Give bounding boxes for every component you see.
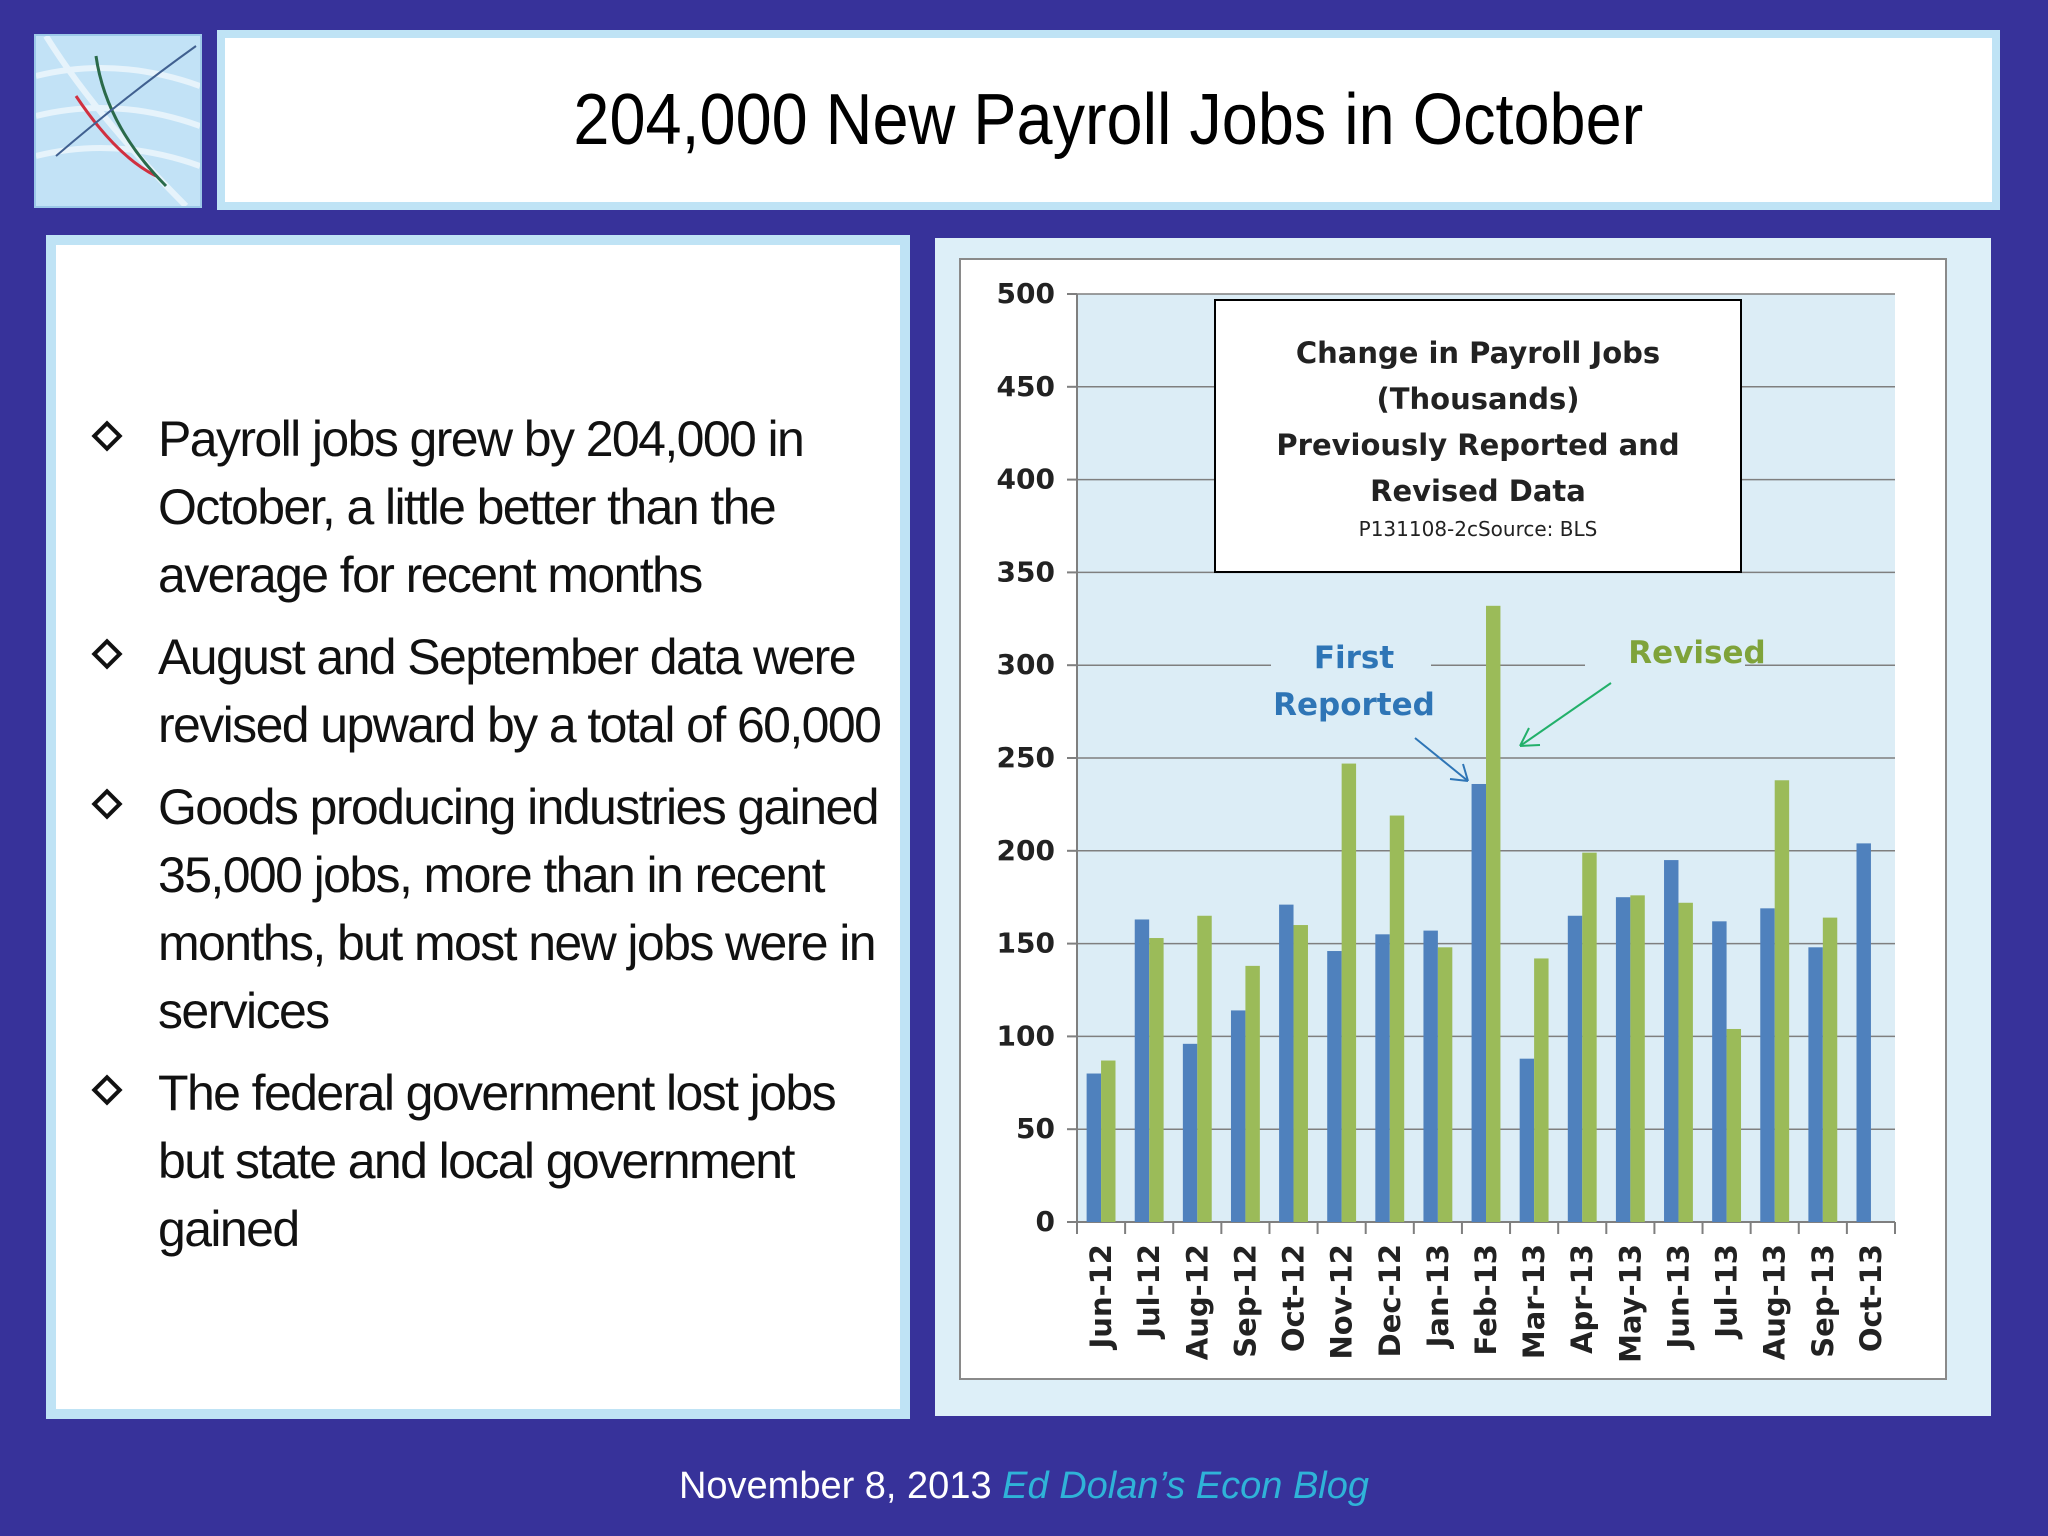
bullet-item [56,773,900,1045]
diamond-bullet-icon [91,420,122,451]
x-tick-label: Aug-13 [1757,1244,1792,1361]
bar-revised [1438,947,1452,1222]
bar-first-reported [1472,784,1486,1222]
bar-first-reported [1616,897,1630,1222]
bar-first-reported [1183,1044,1197,1222]
bar-revised [1149,938,1163,1222]
bar-revised [1197,916,1211,1222]
bar-revised [1101,1061,1115,1222]
x-tick-label: Dec-12 [1372,1244,1407,1358]
x-tick-label: Nov-12 [1324,1244,1359,1360]
bar-first-reported [1568,916,1582,1222]
x-tick-label: Jun-12 [1084,1244,1119,1349]
bar-revised [1823,918,1837,1222]
y-tick-label: 0 [1035,1205,1055,1238]
bullet-text: August and September data were revised upward by a total of 60,000 [158,629,881,753]
x-tick-label: Jul-12 [1132,1244,1167,1338]
bar-first-reported [1712,921,1726,1222]
x-tick-label: Apr-13 [1565,1244,1600,1354]
bar-first-reported [1760,908,1774,1222]
bar-revised [1534,958,1548,1222]
bar-revised [1245,966,1259,1222]
y-tick-label: 50 [1016,1112,1055,1146]
x-tick-label: Aug-12 [1180,1244,1215,1361]
chart-title-line: (Thousands) [1376,382,1580,416]
title-box [217,30,2000,210]
chart-panel [935,238,1991,1416]
bullet-item [56,1059,900,1263]
x-tick-label: Oct-12 [1276,1244,1311,1353]
x-tick-label: Oct-13 [1853,1244,1888,1353]
bar-revised [1390,816,1404,1222]
x-tick-label: Mar-13 [1517,1244,1552,1360]
bar-first-reported [1135,919,1149,1222]
footer [0,1465,2048,1508]
bullet-text: The federal government lost jobs but state and local government gained [158,1065,835,1257]
bar-first-reported [1520,1059,1534,1222]
bar-revised [1727,1029,1741,1222]
bar-first-reported [1808,947,1822,1222]
y-tick-label: 200 [996,833,1055,867]
x-tick-label: Feb-13 [1469,1244,1503,1356]
bar-first-reported [1423,931,1437,1222]
bullet-item [56,405,900,609]
bar-revised [1630,895,1644,1222]
x-tick-label: May-13 [1613,1244,1648,1363]
chart-title-line: Previously Reported and [1276,428,1680,462]
x-tick-label: Jun-13 [1661,1244,1696,1349]
bullet-item [56,623,900,759]
bar-revised [1486,606,1500,1222]
y-tick-label: 450 [996,369,1055,403]
x-tick-label: Sep-12 [1228,1244,1263,1358]
logo-image [34,34,202,208]
y-tick-label: 250 [996,741,1055,774]
bullet-text: Payroll jobs grew by 204,000 in October, a little better than the average for recent months [158,411,804,603]
bar-first-reported [1327,951,1341,1222]
x-tick-label: Sep-13 [1805,1244,1840,1358]
diamond-bullet-icon [91,1074,122,1105]
bar-revised [1775,780,1789,1222]
footer-blog-link[interactable]: Ed Dolan’s Econ Blog [1002,1465,1370,1507]
bar-first-reported [1375,934,1389,1222]
diamond-bullet-icon [91,788,122,819]
annotation-revised: Revised [1628,635,1766,671]
logo-graphic [36,36,200,206]
bar-first-reported [1857,843,1871,1222]
footer-date: November 8, 2013 [678,1465,992,1507]
bullet-list [56,405,900,1277]
bar-first-reported [1231,1010,1245,1222]
y-tick-label: 300 [996,648,1055,682]
chart-title-line: Change in Payroll Jobs [1295,336,1661,370]
bar-revised [1582,853,1596,1222]
x-tick-label: Jul-13 [1709,1244,1744,1338]
bar-chart [935,238,1991,1416]
bar-revised [1294,925,1308,1222]
bar-first-reported [1087,1074,1101,1222]
x-tick-label: Jan-13 [1420,1244,1455,1348]
page-title: 204,000 New Payroll Jobs in October [573,80,1644,160]
bar-first-reported [1664,860,1678,1222]
y-tick-label: 400 [996,462,1055,496]
chart-title-line: Revised Data [1370,474,1586,508]
y-tick-label: 100 [996,1019,1055,1053]
diamond-bullet-icon [91,638,122,669]
y-tick-label: 150 [996,926,1055,960]
bullet-text: Goods producing industries gained 35,000 jobs, more than in recent months, but most new jobs were in services [158,779,878,1039]
y-tick-label: 350 [996,555,1055,589]
y-tick-label: 500 [996,277,1055,310]
annotation-first-reported: First [1313,640,1395,676]
bar-first-reported [1279,905,1293,1222]
annotation-first-reported: Reported [1273,687,1435,723]
bullet-panel [46,235,910,1419]
bar-revised [1678,903,1692,1222]
chart-subtitle: P131108-2cSource: BLS [1358,517,1598,541]
bar-revised [1342,764,1356,1222]
